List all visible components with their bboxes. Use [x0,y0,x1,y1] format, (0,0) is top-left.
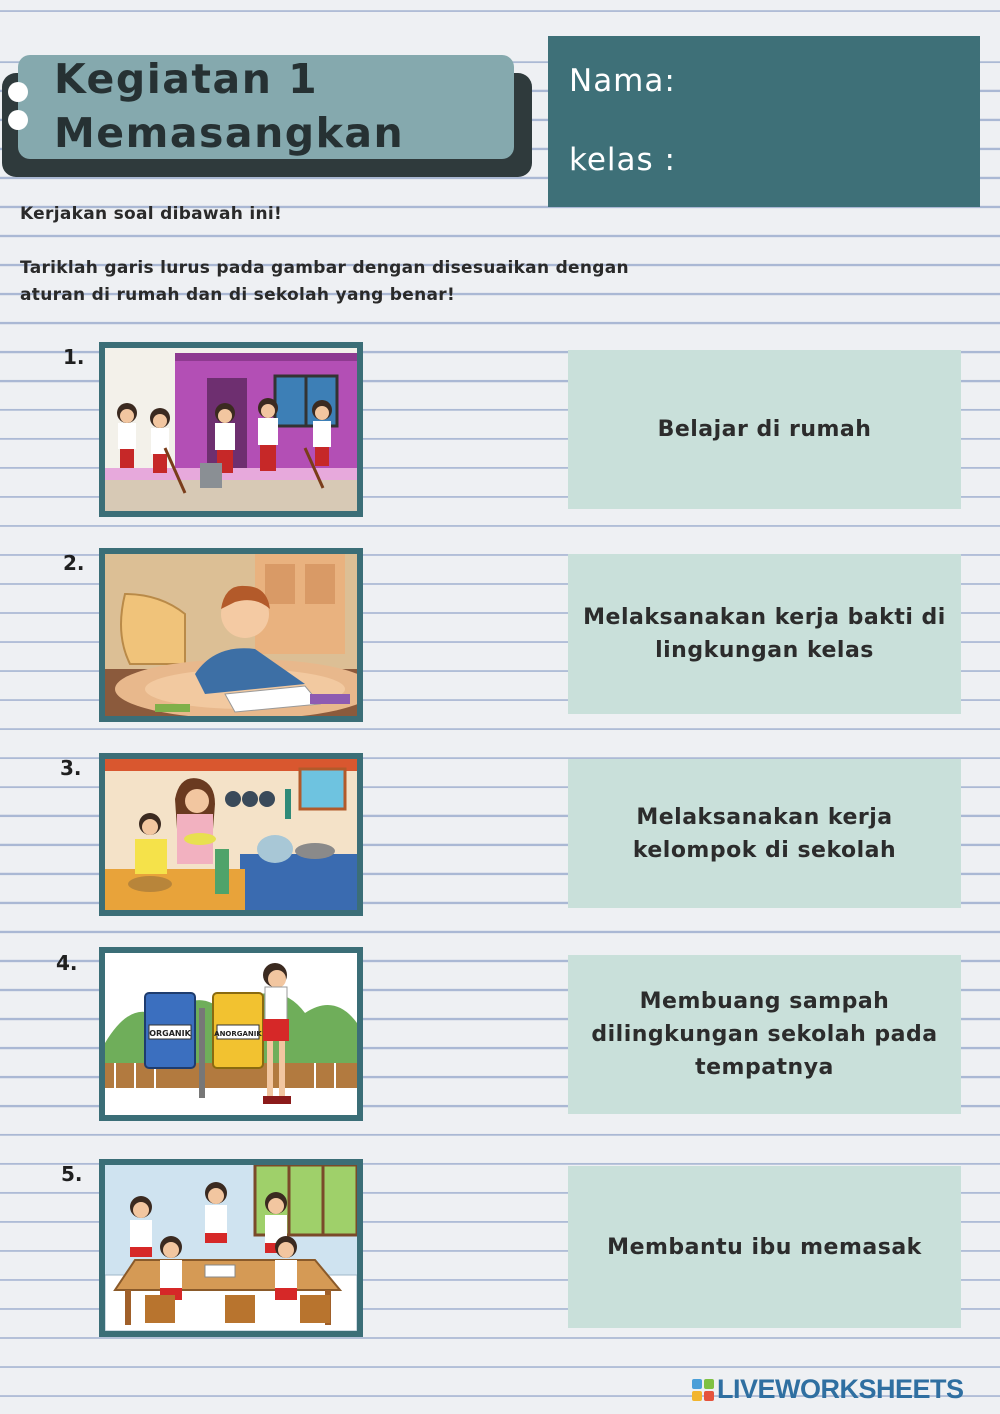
answer-box[interactable] [568,955,961,1114]
class-label: kelas : [569,142,676,178]
instruction-line-1: Kerjakan soal dibawah ini! [20,204,283,224]
belajar-di-rumah-illustration [105,554,357,716]
name-label: Nama: [569,63,676,99]
item-number: 5. [61,1162,83,1186]
answer-text: Membuang sampah dilingkungan sekolah pada tempatnya [591,989,938,1080]
item-number: 3. [60,756,82,780]
bin-label-anorganik: ANORGANIK [214,1030,262,1038]
answer-box[interactable] [568,759,961,908]
binder-hole-icon [8,82,28,102]
bin-label-organik: ORGANIK [149,1029,191,1038]
student-info-box [548,36,980,207]
kerja-kelompok-illustration [105,1165,357,1331]
answer-box[interactable] [568,554,961,714]
answer-text: Melaksanakan kerja kelompok di sekolah [632,804,897,863]
picture-kerja-kelompok[interactable] [99,1159,363,1337]
picture-membuang-sampah[interactable] [99,947,363,1121]
picture-belajar-di-rumah[interactable] [99,548,363,722]
item-number: 4. [56,951,78,975]
answer-text: Membantu ibu memasak [607,1234,922,1260]
answer-text: Melaksanakan kerja bakti di lingkungan kelas [583,605,946,663]
title-line-2: Memasangkan [54,109,405,157]
item-number: 2. [63,551,85,575]
picture-membantu-ibu-memasak[interactable] [99,753,363,916]
membantu-ibu-memasak-illustration [105,759,357,910]
membuang-sampah-illustration [105,953,357,1115]
answer-box[interactable] [568,1166,961,1328]
binder-hole-icon [8,110,28,130]
instruction-line-2: Tariklah garis lurus pada gambar dengan disesuaikan dengan [20,258,629,278]
title-line-1: Kegiatan 1 [54,55,319,103]
kerja-bakti-illustration [105,348,357,511]
picture-kerja-bakti[interactable] [99,342,363,517]
answer-text: Belajar di rumah [657,417,872,442]
item-number: 1. [63,345,85,369]
brand-name: LIVEWORKSHEETS [717,1374,964,1404]
liveworksheets-logo[interactable] [692,1374,964,1405]
title-box [18,55,514,159]
instruction-line-3: aturan di rumah dan di sekolah yang benar! [20,285,456,305]
liveworksheets-icon [692,1379,714,1401]
answer-box[interactable] [568,350,961,509]
